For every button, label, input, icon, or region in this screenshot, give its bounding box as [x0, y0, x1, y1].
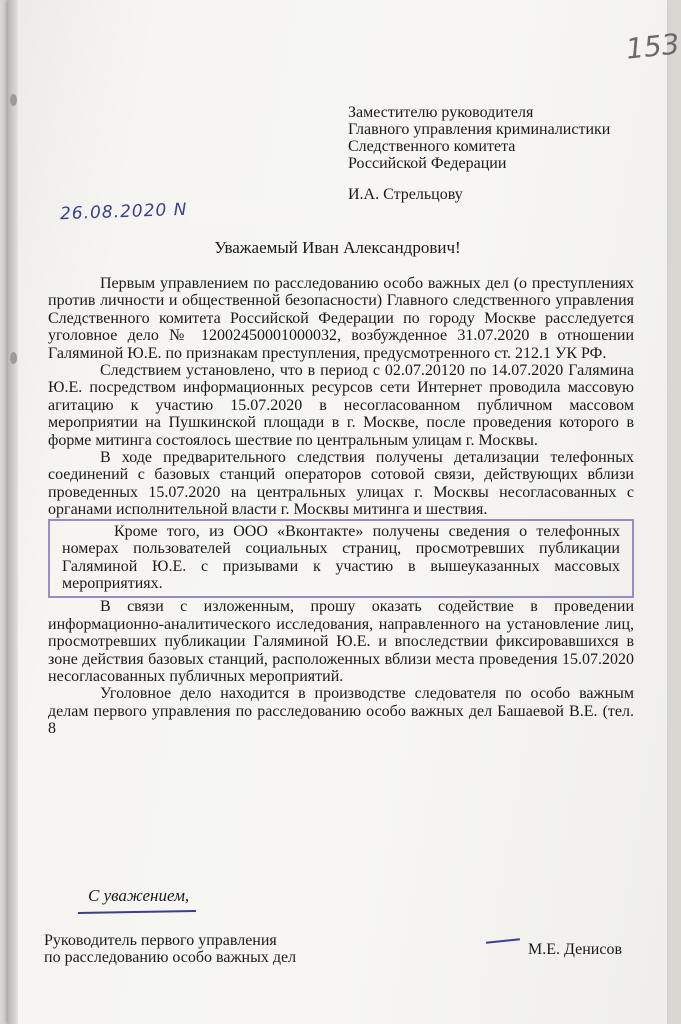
punch-hole	[10, 94, 17, 106]
paragraph: Уголовное дело находится в производстве следователя по особо важным делам первого управления по расследованию особо важных дел Башаевой В.Е. (тел. 8	[48, 685, 634, 738]
handwritten-underline	[78, 910, 196, 914]
page-edge	[8, 0, 18, 1024]
paragraph: Первым управлением по расследованию особо важных дел (о преступлениях против личности и общественной безопасности) Главного следственного управления Следственного комитета Российской Федерации по городу Москве расследуется уголовное дело № 12002450001000032, возбужденное 31.07.2020 в отношении Галяминой Ю.Е. по признакам преступления, предусмотренного ст. 212.1 УК РФ.	[48, 275, 634, 362]
paragraph: Следствием установлено, что в период с 02.07.20120 по 14.07.2020 Галямина Ю.Е. посредством информационных ресурсов сети Интернет проводила массовую агитацию к участию 15.07.2020 в несогласованном публичном массовом мероприятии на Пушкинской площади в г. Москве, после проведения которого в форме митинга состоялось шествие по центральным улицам г. Москвы.	[48, 362, 634, 449]
addressee-line: Главного управления криминалистики	[348, 121, 611, 138]
closing: С уважением,	[88, 886, 190, 905]
greeting: Уважаемый Иван Александрович!	[214, 238, 461, 257]
signature-mark	[486, 938, 520, 944]
punch-hole	[10, 352, 17, 364]
letter-body	[48, 275, 634, 738]
document-page	[8, 0, 681, 1024]
redaction-mark	[188, 200, 308, 224]
signer-title-line: Руководитель первого управления	[44, 932, 277, 949]
handwritten-date: 26.08.2020 N	[59, 199, 188, 225]
page-number: 153	[624, 27, 681, 66]
addressee-line: Заместителю руководителя	[348, 104, 534, 121]
highlighted-paragraph: Кроме того, из ООО «Вконтакте» получены сведения о телефонных номерах пользователей социальных страниц, просмотревших публикации Галяминой Ю.Е. с призывами к участию в вышеуказанных массовых мероприятиях.	[48, 519, 634, 599]
addressee-line: Следственного комитета	[348, 138, 516, 155]
paragraph: В ходе предварительного следствия получены детализации телефонных соединений с базовых станций операторов сотовой связи, действующих вблизи проведенных 15.07.2020 на центральных улицах г. Москвы несогласованных с органами исполнительной власти г. Москвы митинга и шествия.	[48, 449, 634, 519]
addressee-line: Российской Федерации	[348, 155, 507, 172]
signer-name: М.Е. Денисов	[528, 941, 622, 958]
signer-title	[44, 932, 296, 966]
addressee-block	[348, 104, 610, 203]
signer-title-line: по расследованию особо важных дел	[44, 949, 297, 966]
addressee-name: И.А. Стрельцову	[348, 186, 463, 203]
paragraph: В связи с изложенным, прошу оказать содействие в проведении информационно-аналитического исследования, направленного на установление лиц, просмотревших публикации Галяминой Ю.Е. и впоследствии фиксировавшихся в зоне действия базовых станций, расположенных вблизи места проведения 15.07.2020 несогласованных публичных мероприятий.	[48, 598, 634, 685]
